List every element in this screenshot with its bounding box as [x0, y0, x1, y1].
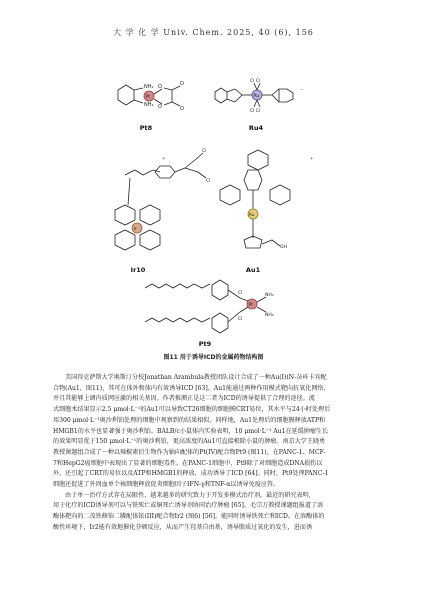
- text-line: 细胞还促进了外周血单个核细胞释放促炎细胞因子IFN-γ和TNF-α以诱导免疫应答。: [53, 481, 280, 489]
- au1-structure: [220, 150, 314, 250]
- svg-text:Pt: Pt: [248, 303, 253, 308]
- label-pt9: Pt9: [198, 340, 212, 348]
- figure-caption: 图11 用于诱导ICD的金属药物结构图: [163, 354, 264, 361]
- svg-text:⁻: ⁻: [300, 88, 304, 95]
- label-ru4: Ru4: [248, 124, 264, 132]
- svg-text:Cl: Cl: [238, 291, 243, 296]
- text-line: 用于化疗的ICD诱导剂可以与铁死亡或铜死亡诱导剂协同治疗肿瘤 [65]。毛宗万教授课题组报道了溶: [53, 502, 324, 510]
- svg-text:O: O: [158, 104, 162, 110]
- text-line: 的效果明显优于150 μmol·L⁻¹的奥沙利铂，更高浓度的Au1可直接根除小鼠的肿瘤。南京大学王晓勇: [53, 438, 326, 446]
- text-line: 教授课题组合成了一种以辣椒素衍生物作为轴向配体的Pt(IV)配合物Pt9 (图11)，在PANC-1、MCF-: [53, 448, 326, 456]
- text-line: 用300 μmol·L⁻¹奥沙利铂处理的细胞中观察到的结果相似。同样地，Au1处理后的细胞膜释放ATP和: [53, 416, 326, 424]
- text-line: 合物(Au1，图11)，其可在体外和体内有效诱导ICD [63]。Au1能通过两种作用模式靶向抗氧化网络，: [53, 384, 330, 392]
- svg-text:Ru: Ru: [253, 94, 260, 99]
- text-line: 外，还引起了CRT的易位以及ATP和HMGB1的释放，成功诱导了ICD [64]。同时，Pt9处理PANC-1: [53, 470, 329, 478]
- svg-text:O: O: [158, 84, 162, 90]
- svg-text:NH₃: NH₃: [265, 293, 274, 298]
- text-line: 7和HepG2癌细胞中表现出了显著的细胞毒性。在PANC-1细胞中，Pt9除了对细胞造成DNA损伤以: [53, 459, 323, 467]
- svg-text:Cl: Cl: [238, 317, 243, 322]
- svg-text:Au: Au: [248, 213, 255, 218]
- text-line: 美国得克萨斯大学奥斯汀分校Jonathan Arambula教授团队设计合成了一种Au(I)(N-杂环卡宾配: [65, 374, 327, 381]
- pt8-structure: [118, 81, 184, 112]
- paragraph-1: [53, 373, 375, 491]
- svg-text:O: O: [180, 106, 184, 112]
- svg-text:O: O: [180, 81, 184, 87]
- ir10-structure: [115, 148, 210, 250]
- text-line: 酶体靶向的二茂铁修饰二膦配体铱(III)配合物Ir2 (图6) [56]，能同时诱导铁死亡和ICD。在溶酶体的: [53, 513, 325, 521]
- svg-text:⁺: ⁺: [310, 156, 314, 164]
- journal-header: 大 学 化 学 Univ. Chem. 2025, 40 (6), 156: [113, 28, 314, 37]
- svg-text:NH₂: NH₂: [144, 102, 154, 108]
- svg-text:Cl: Cl: [202, 149, 207, 154]
- text-line: 由于单一治疗方式存在局限性，越来越多的研究致力于开发多模式治疗剂。最近的研究表明，: [65, 491, 315, 499]
- svg-text:NH₃: NH₃: [265, 313, 274, 318]
- svg-text:⁺: ⁺: [162, 156, 166, 164]
- label-pt8: Pt8: [139, 124, 153, 132]
- body-text: [53, 373, 375, 534]
- svg-text:Cl Cl: Cl Cl: [250, 79, 261, 84]
- pt9-structure: [145, 280, 274, 333]
- label-au1: Au1: [245, 266, 261, 274]
- text-line: HMGB1的水平也显著强于奥沙利铂。BALB/c小鼠体内实验表明，10 μmol·L⁻¹ Au1在延缓肿瘤生长: [53, 427, 329, 435]
- text-line: 酸性环境下，Ir2能有效地催化芬顿反应，从而产生羟基自由基，诱导脂质过氧化的发生，进而诱: [53, 523, 313, 531]
- label-ir10: Ir10: [130, 266, 146, 274]
- svg-text:Ir: Ir: [133, 227, 137, 232]
- text-line: 式细胞术结果显示2.5 μmol·L⁻¹的Au1可以导致CT26细胞的细胞膜CRT易位，其水平与24小时处理后: [53, 406, 331, 414]
- text-line: 并且其能够上调内质网应激的相关基因。作者推测正是这二者为ICD的诱导提供了合理的途径。流: [53, 395, 315, 403]
- svg-text:Cl: Cl: [206, 179, 211, 184]
- paragraph-2: [53, 491, 375, 534]
- svg-text:OH: OH: [280, 245, 287, 250]
- ru4-structure: [215, 78, 303, 114]
- svg-text:NH₂: NH₂: [144, 84, 154, 90]
- svg-text:Cl Cl: Cl Cl: [250, 109, 261, 114]
- svg-text:Pt: Pt: [145, 95, 150, 100]
